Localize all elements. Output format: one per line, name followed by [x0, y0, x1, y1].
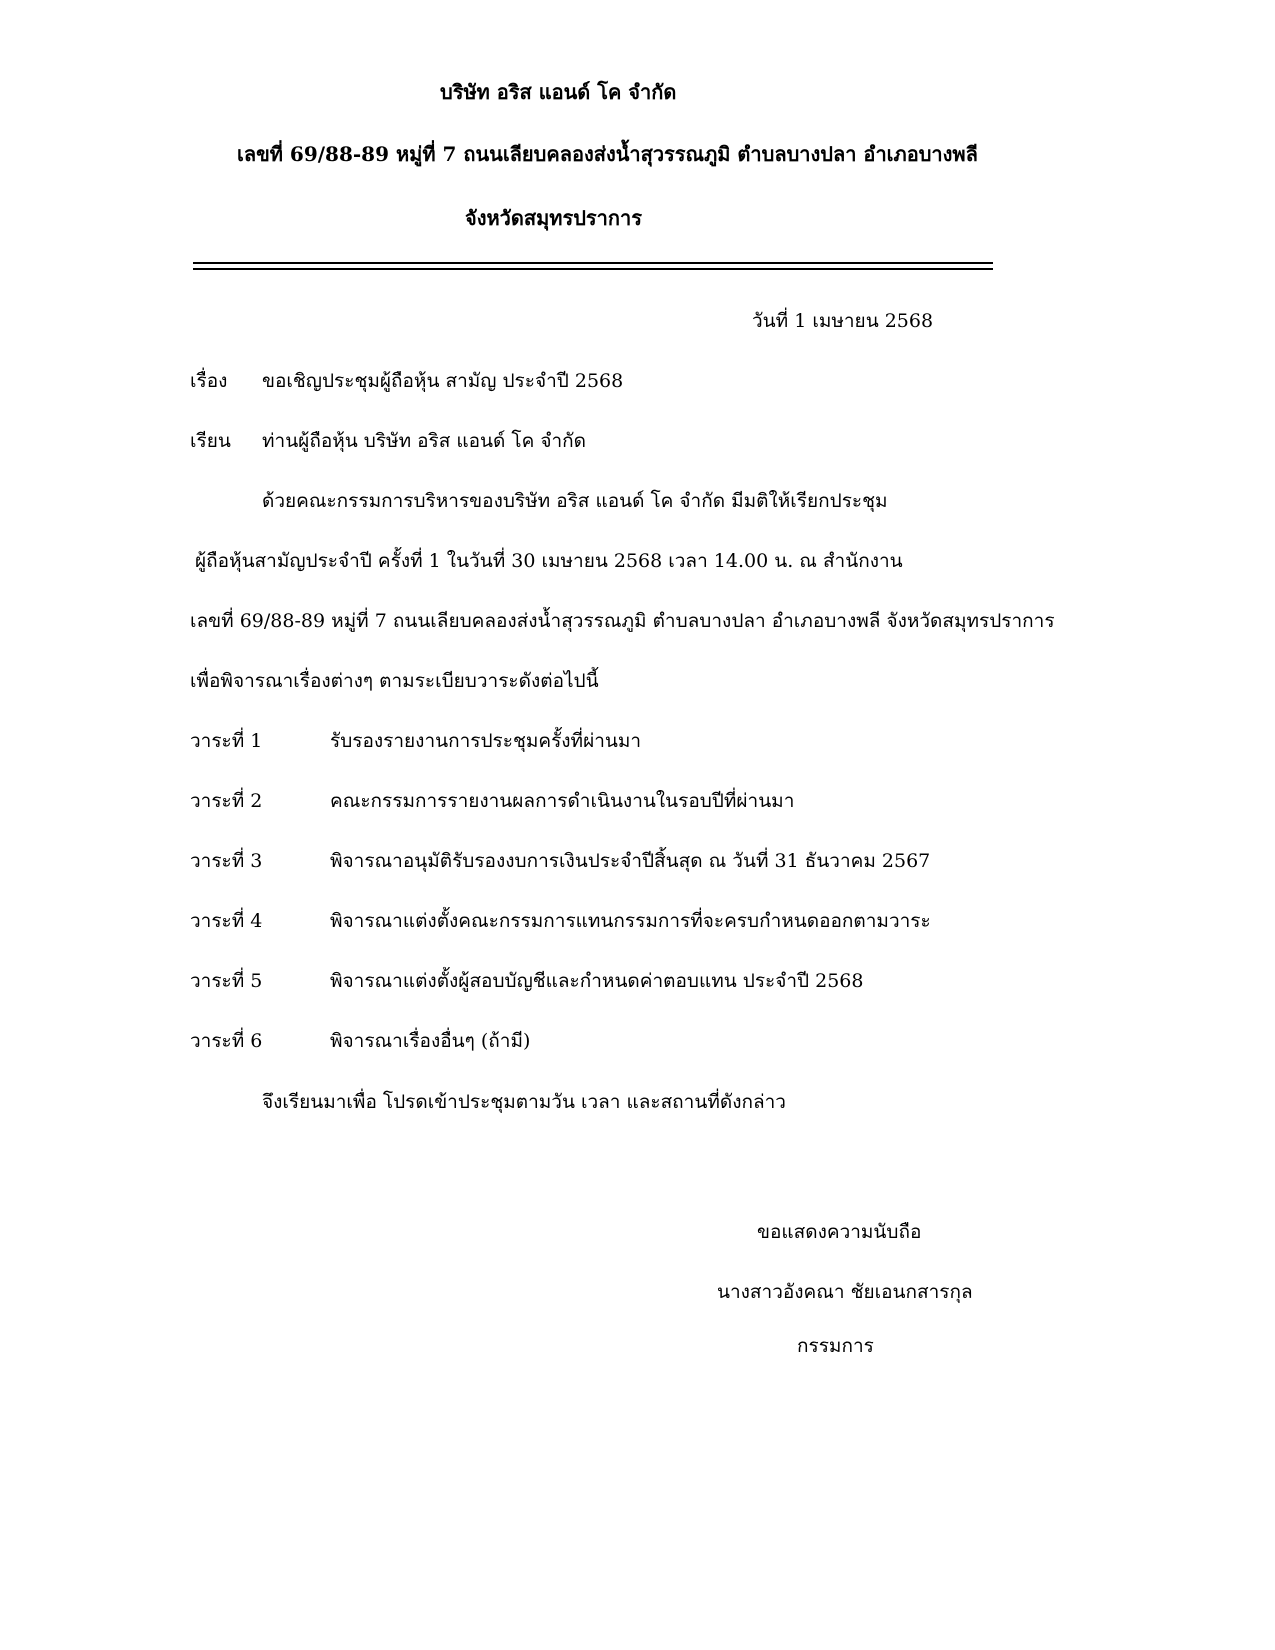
body-paragraph-4: เพื่อพิจารณาเรื่องต่างๆ ตามระเบียบวาระดังต่อไปนี้ [190, 670, 599, 692]
signature-regards: ขอแสดงความนับถือ [757, 1221, 922, 1243]
address-line-2: จังหวัดสมุทรปราการ [465, 206, 642, 230]
closing-sentence: จึงเรียนมาเพื่อ โปรดเข้าประชุมตามวัน เวลา และสถานที่ดังกล่าว [262, 1091, 786, 1113]
signature-title: กรรมการ [797, 1335, 874, 1357]
address-line-1: เลขที่ 69/88-89 หมู่ที่ 7 ถนนเลียบคลองส่งน้ำสุวรรณภูมิ ตำบลบางปลา อำเภอบางพลี [237, 142, 978, 166]
agenda-label-3: วาระที่ 3 [190, 850, 263, 872]
signature-name: นางสาวอังคณา ชัยเอนกสารกุล [717, 1281, 973, 1303]
body-paragraph-2: ผู้ถือหุ้นสามัญประจำปี ครั้งที่ 1 ในวันที่ 30 เมษายน 2568 เวลา 14.00 น. ณ สำนักงาน [195, 550, 903, 572]
agenda-text-5: พิจารณาแต่งตั้งผู้สอบบัญชีและกำหนดค่าตอบแทน ประจำปี 2568 [330, 970, 864, 992]
body-paragraph-3: เลขที่ 69/88-89 หมู่ที่ 7 ถนนเลียบคลองส่งน้ำสุวรรณภูมิ ตำบลบางปลา อำเภอบางพลี จังหวัดสมุทรปราการ [190, 610, 1055, 632]
body-paragraph-1: ด้วยคณะกรรมการบริหารของบริษัท อริส แอนด์ โค จำกัด มีมติให้เรียกประชุม [262, 490, 888, 512]
recipient-label: เรียน [190, 430, 231, 452]
header-divider [193, 262, 993, 270]
agenda-label-6: วาระที่ 6 [190, 1030, 263, 1052]
agenda-text-1: รับรองรายงานการประชุมครั้งที่ผ่านมา [330, 730, 642, 752]
agenda-label-4: วาระที่ 4 [190, 910, 263, 932]
subject-label: เรื่อง [190, 370, 228, 392]
subject-text: ขอเชิญประชุมผู้ถือหุ้น สามัญ ประจำปี 2568 [262, 370, 624, 392]
agenda-text-3: พิจารณาอนุมัติรับรองงบการเงินประจำปีสิ้นสุด ณ วันที่ 31 ธันวาคม 2567 [330, 850, 931, 872]
agenda-label-1: วาระที่ 1 [190, 730, 263, 752]
agenda-label-2: วาระที่ 2 [190, 790, 263, 812]
letter-date: วันที่ 1 เมษายน 2568 [752, 310, 934, 332]
company-name: บริษัท อริส แอนด์ โค จำกัด [440, 80, 677, 104]
agenda-text-2: คณะกรรมการรายงานผลการดำเนินงานในรอบปีที่ผ่านมา [330, 790, 795, 812]
recipient-text: ท่านผู้ถือหุ้น บริษัท อริส แอนด์ โค จำกัด [262, 430, 587, 452]
agenda-text-4: พิจารณาแต่งตั้งคณะกรรมการแทนกรรมการที่จะครบกำหนดออกตามวาระ [330, 910, 931, 932]
agenda-label-5: วาระที่ 5 [190, 970, 263, 992]
agenda-text-6: พิจารณาเรื่องอื่นๆ (ถ้ามี) [330, 1030, 531, 1052]
